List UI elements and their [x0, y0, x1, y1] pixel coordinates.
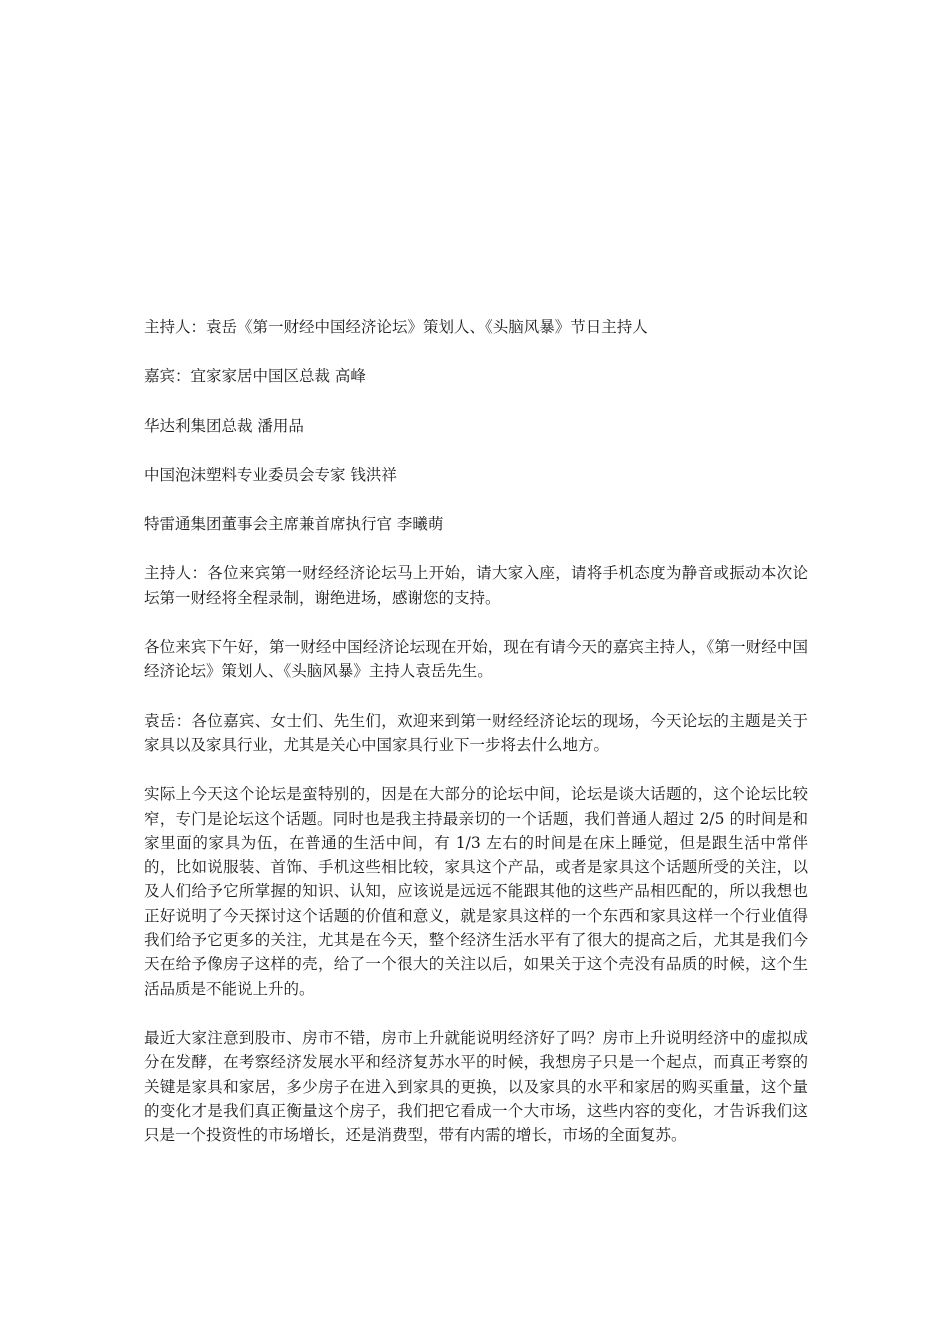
forum-topic-paragraph: 实际上今天这个论坛是蛮特别的，因是在大部分的论坛中间，论坛是谈大话题的，这个论坛比较窄，专门是论坛这个话题。同时也是我主持最亲切的一个话题，我们普通人超过 2/5 的时间是和家里面的家具为伍，在普通的生活中间，有 1/3 左右的时间是在床上睡觉，但是跟生活中常伴的，比如说服装、首饰、手机这些相比较，家具这个产品，或者是家具这个话题所受的关注，以及人们给予它所掌握的知识、认知，应该说是远远不能跟其他的这些产品相匹配的，所以我想也正好说明了今天探讨这个话题的价值和意义，就是家具这样的一个东西和家具这样一个行业值得我们给予它更多的关注，尤其是在今天，整个经济生活水平有了很大的提高之后，尤其是我们今天在给予像房子这样的壳，给了一个很大的关注以后，如果关于这个壳没有品质的时候，这个生活品质是不能说上升的。 [144, 785, 808, 998]
welcome-paragraph: 各位来宾下午好，第一财经中国经济论坛现在开始，现在有请今天的嘉宾主持人，《第一财经中国经济论坛》策划人、《头脑风暴》主持人袁岳先生。 [144, 638, 808, 681]
host-line: 主持人：袁岳《第一财经中国经济论坛》策划人、《头脑风暴》节日主持人 [144, 318, 648, 336]
guest-line-liximeng: 特雷通集团董事会主席兼首席执行官 李曦萌 [144, 515, 444, 534]
market-paragraph: 最近大家注意到股市、房市不错，房市上升就能说明经济好了吗？房市上升说明经济中的虚拟成分在发酵，在考察经济发展水平和经济复苏水平的时候，我想房子只是一个起点，而真正考察的关键是家具和家居，多少房子在进入到家具的更换，以及家具的水平和家居的购买重量，这个量的变化才是我们真正衡量这个房子，我们把它看成一个大市场，这些内容的变化，才告诉我们这只是一个投资性的市场增长，还是消费型，带有内需的增长，市场的全面复苏。 [144, 1028, 808, 1145]
guest-line-panyongpin: 华达利集团总裁 潘用品 [144, 416, 304, 435]
opening-announcement: 主持人：各位来宾第一财经经济论坛马上开始，请大家入座，请将手机态度为静音或振动本次论坛第一财经将全程录制，谢绝进场，感谢您的支持。 [144, 564, 808, 607]
guest-line-qianhongxiang: 中国泡沫塑料专业委员会专家 钱洪祥 [144, 465, 397, 484]
guest-line-gaofeng: 嘉宾：宜家家居中国区总裁 高峰 [144, 367, 366, 386]
document-body [144, 315, 808, 1172]
yuanyue-intro-paragraph: 袁岳：各位嘉宾、女士们、先生们，欢迎来到第一财经经济论坛的现场，今天论坛的主题是关于家具以及家具行业，尤其是关心中国家具行业下一步将去什么地方。 [144, 711, 808, 754]
